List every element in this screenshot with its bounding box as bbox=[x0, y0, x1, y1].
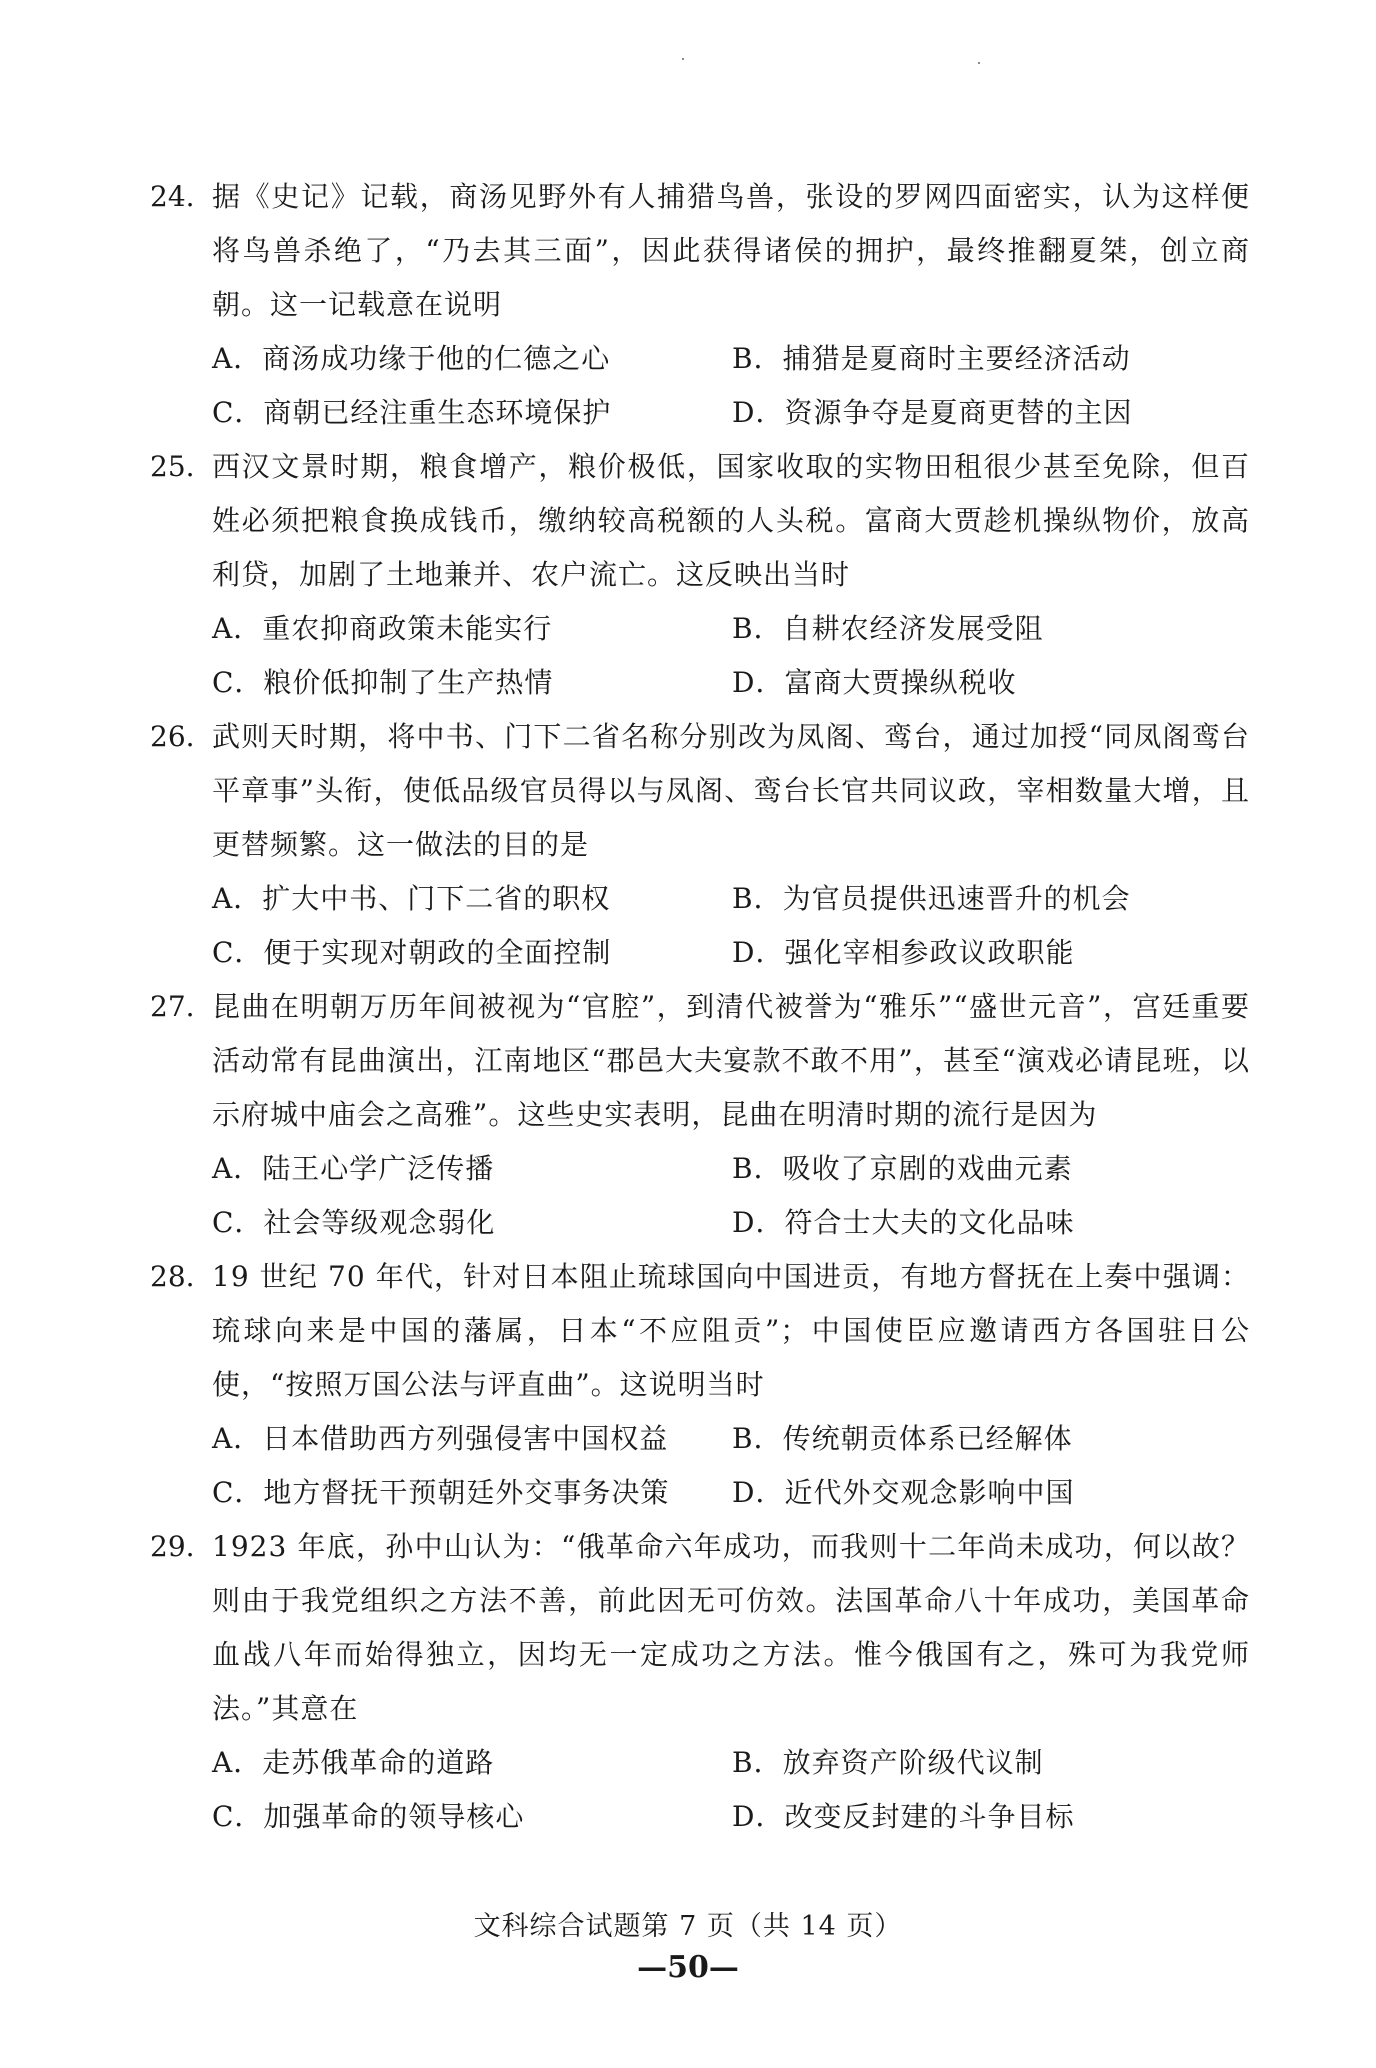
question-stem: 武则天时期，将中书、门下二省名称分别改为凤阁、鸾台，通过加授“同凤阁鸾台平章事”头衔，使低品级官员得以与凤阁、鸾台长官共同议政，宰相数量大增，且更替频繁。这一做法的目的是 bbox=[212, 720, 1250, 861]
option-c: C．商朝已经注重生态环境保护 bbox=[212, 396, 612, 429]
scan-speck bbox=[682, 58, 684, 60]
question-number: 27. bbox=[150, 990, 195, 1023]
question-stem: 西汉文景时期，粮食增产，粮价极低，国家收取的实物田租很少甚至免除，但百姓必须把粮食换成钱币，缴纳较高税额的人头税。富商大贾趁机操纵物价，放高利贷，加剧了土地兼并、农户流亡。这反映出当时 bbox=[212, 450, 1250, 591]
page-footer-title: 文科综合试题第 7 页（共 14 页） bbox=[473, 1911, 903, 1942]
question-stem: 19 世纪 70 年代，针对日本阻止琉球国向中国进贡，有地方督抚在上奏中强调：琉球向来是中国的藩属，日本“不应阻贡”；中国使臣应邀请西方各国驻日公使，“按照万国公法与评直曲”。这说明当时 bbox=[212, 1260, 1250, 1401]
option-group bbox=[212, 332, 1250, 440]
option-d: D．近代外交观念影响中国 bbox=[732, 1476, 1075, 1509]
option-b: B．捕猎是夏商时主要经济活动 bbox=[732, 342, 1131, 375]
option-group bbox=[212, 1142, 1250, 1250]
option-c: C．社会等级观念弱化 bbox=[212, 1206, 496, 1239]
option-c: C．粮价低抑制了生产热情 bbox=[212, 666, 554, 699]
question-list bbox=[150, 170, 1250, 1844]
option-a: A．走苏俄革命的道路 bbox=[212, 1746, 495, 1779]
option-group bbox=[212, 1736, 1250, 1844]
option-c: C．加强革命的领导核心 bbox=[212, 1800, 525, 1833]
option-d: D．资源争夺是夏商更替的主因 bbox=[732, 396, 1133, 429]
option-b: B．放弃资产阶级代议制 bbox=[732, 1746, 1044, 1779]
option-a: A．陆王心学广泛传播 bbox=[212, 1152, 495, 1185]
question-number: 24. bbox=[150, 180, 195, 213]
option-c: C．便于实现对朝政的全面控制 bbox=[212, 936, 612, 969]
option-b: B．为官员提供迅速晋升的机会 bbox=[732, 882, 1131, 915]
option-d: D．强化宰相参政议政职能 bbox=[732, 936, 1075, 969]
option-b: B．自耕农经济发展受阻 bbox=[732, 612, 1044, 645]
question-stem: 1923 年底，孙中山认为：“俄革命六年成功，而我则十二年尚未成功，何以故？则由于我党组织之方法不善，前此因无可仿效。法国革命八十年成功，美国革命血战八年而始得独立，因均无一定成功之方法。惟今俄国有之，殊可为我党师法。”其意在 bbox=[212, 1530, 1250, 1725]
page-number: —50— bbox=[637, 1950, 739, 1985]
question-29 bbox=[150, 1520, 1250, 1844]
option-d: D．改变反封建的斗争目标 bbox=[732, 1800, 1075, 1833]
option-b: B．吸收了京剧的戏曲元素 bbox=[732, 1152, 1073, 1185]
option-b: B．传统朝贡体系已经解体 bbox=[732, 1422, 1073, 1455]
question-25 bbox=[150, 440, 1250, 710]
option-c: C．地方督抚干预朝廷外交事务决策 bbox=[212, 1476, 670, 1509]
option-group bbox=[212, 602, 1250, 710]
option-d: D．富商大贾操纵税收 bbox=[732, 666, 1017, 699]
question-stem: 据《史记》记载，商汤见野外有人捕猎鸟兽，张设的罗网四面密实，认为这样便将鸟兽杀绝了，“乃去其三面”，因此获得诸侯的拥护，最终推翻夏桀，创立商朝。这一记载意在说明 bbox=[212, 180, 1250, 321]
question-number: 25. bbox=[150, 450, 195, 483]
question-number: 28. bbox=[150, 1260, 195, 1293]
option-a: A．重农抑商政策未能实行 bbox=[212, 612, 553, 645]
option-group bbox=[212, 872, 1250, 980]
question-number: 29. bbox=[150, 1530, 195, 1563]
question-28 bbox=[150, 1250, 1250, 1520]
question-26 bbox=[150, 710, 1250, 980]
option-d: D．符合士大夫的文化品味 bbox=[732, 1206, 1075, 1239]
scan-speck bbox=[978, 62, 980, 64]
question-number: 26. bbox=[150, 720, 195, 753]
option-a: A．日本借助西方列强侵害中国权益 bbox=[212, 1422, 669, 1455]
question-stem: 昆曲在明朝万历年间被视为“官腔”，到清代被誉为“雅乐”“盛世元音”，宫廷重要活动常有昆曲演出，江南地区“郡邑大夫宴款不敢不用”，甚至“演戏必请昆班，以示府城中庙会之高雅”。这些史实表明，昆曲在明清时期的流行是因为 bbox=[212, 990, 1250, 1131]
question-24 bbox=[150, 170, 1250, 440]
option-a: A．扩大中书、门下二省的职权 bbox=[212, 882, 611, 915]
option-group bbox=[212, 1412, 1250, 1520]
option-a: A．商汤成功缘于他的仁德之心 bbox=[212, 342, 611, 375]
question-27 bbox=[150, 980, 1250, 1250]
